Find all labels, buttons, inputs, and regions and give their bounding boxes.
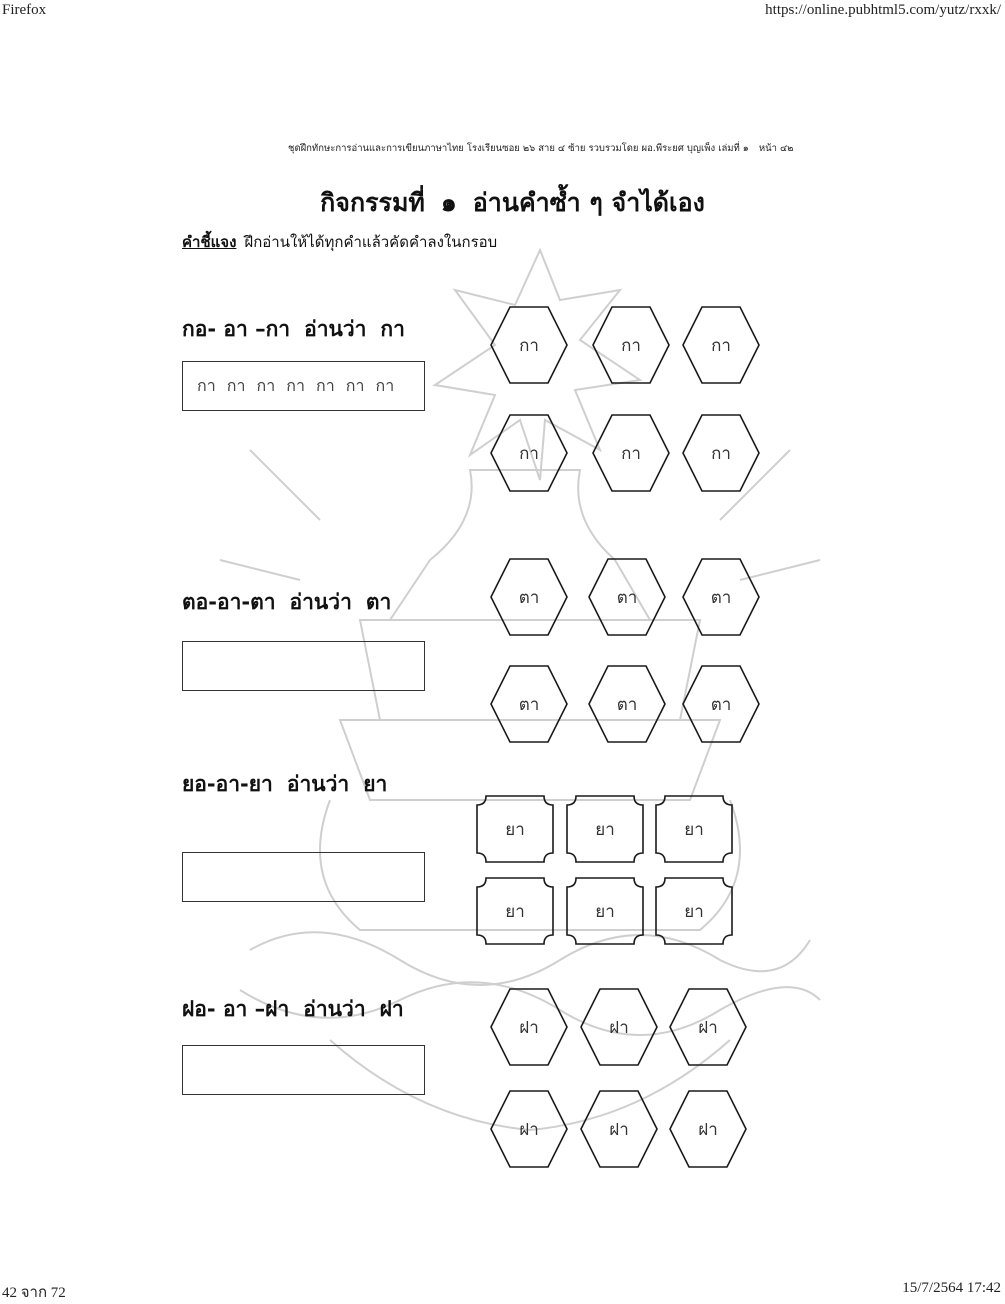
word-card xyxy=(589,666,665,742)
word-card xyxy=(683,415,759,491)
header-text: ชุดฝึกทักษะการอ่านและการเขียนภาษาไทย โรงเรียนซอย ๒๖ สาย ๔ ซ้าย รวบรวมโดย ผอ.พีระยศ บุญเพ็ง เล่มที่ ๑ xyxy=(288,143,749,154)
word-card xyxy=(670,1091,746,1167)
word-card xyxy=(491,989,567,1065)
word-card-text: ยา xyxy=(505,902,525,922)
word-card xyxy=(491,666,567,742)
word-card-text: ตา xyxy=(518,695,540,715)
title-text: อ่านคำซ้ำ ๆ จำได้เอง xyxy=(472,188,705,217)
word-card-text: กา xyxy=(711,336,731,356)
word-card-text: ยา xyxy=(595,820,615,840)
word-card-text: ฝา xyxy=(698,1018,718,1038)
browser-app-name: Firefox xyxy=(2,2,47,18)
page-number: หน้า ๔๒ xyxy=(758,143,794,154)
lesson-read-as: อ่านว่า xyxy=(289,590,352,614)
word-card-text: กา xyxy=(621,444,641,464)
page-indicator: 42 จาก 72 xyxy=(2,1285,66,1301)
lesson-word: กา xyxy=(380,317,405,341)
word-card xyxy=(683,307,759,383)
lesson-word: ตา xyxy=(365,590,392,614)
word-card xyxy=(593,307,669,383)
instruction-label: คำชี้แจง xyxy=(182,233,237,251)
word-card xyxy=(581,1091,657,1167)
lesson-spelling: ตอ-อา-ตา xyxy=(182,590,276,614)
word-card-text: ยา xyxy=(595,902,615,922)
word-card xyxy=(477,878,553,944)
lesson-word: ฝา xyxy=(379,997,404,1021)
word-card xyxy=(567,796,643,862)
lesson-read-as: อ่านว่า xyxy=(304,317,367,341)
word-card-text: กา xyxy=(519,444,539,464)
word-card xyxy=(581,989,657,1065)
print-datetime: 15/7/2564 17:42 xyxy=(902,1280,1001,1296)
word-card xyxy=(491,307,567,383)
instruction-text: ฝึกอ่านให้ได้ทุกคำแล้วคัดคำลงในกรอบ xyxy=(244,233,498,251)
word-card-text: กา xyxy=(519,336,539,356)
word-card-text: ตา xyxy=(710,695,732,715)
word-card xyxy=(491,1091,567,1167)
lesson-read-as: อ่านว่า xyxy=(303,997,366,1021)
lesson-spelling: ยอ-อา-ยา xyxy=(182,772,273,796)
word-card-text: ตา xyxy=(710,588,732,608)
word-card xyxy=(589,559,665,635)
word-card-text: กา xyxy=(711,444,731,464)
word-card-text: กา xyxy=(621,336,641,356)
word-card xyxy=(567,878,643,944)
lesson-read-as: อ่านว่า xyxy=(286,772,350,796)
word-card-text: ฝา xyxy=(519,1120,539,1140)
word-card xyxy=(491,559,567,635)
word-card-text: ตา xyxy=(616,588,638,608)
word-card xyxy=(656,796,732,862)
word-card-text: ฝา xyxy=(698,1120,718,1140)
lesson-spelling: ฝอ- อา –ฝา xyxy=(182,997,290,1021)
page-url[interactable]: https://online.pubhtml5.com/yutz/rxxk/ xyxy=(765,2,1001,18)
word-card xyxy=(477,796,553,862)
title-number: ๑ xyxy=(440,188,457,217)
word-card-text: ตา xyxy=(616,695,638,715)
lesson-word: ยา xyxy=(363,772,388,796)
word-card xyxy=(491,415,567,491)
word-card-text: ตา xyxy=(518,588,540,608)
word-card-text: ฝา xyxy=(609,1018,629,1038)
word-card xyxy=(670,989,746,1065)
word-card-text: ยา xyxy=(505,820,525,840)
answer-words: กา กา กา กา กา กา กา xyxy=(197,376,395,395)
word-card-text: ยา xyxy=(684,820,704,840)
word-card-text: ฝา xyxy=(519,1018,539,1038)
word-card xyxy=(683,559,759,635)
word-card xyxy=(683,666,759,742)
lesson-spelling: กอ- อา –กา xyxy=(182,317,291,341)
title-activity: กิจกรรมที่ xyxy=(320,188,425,217)
word-card-text: ฝา xyxy=(609,1120,629,1140)
word-card-text: ยา xyxy=(684,902,704,922)
word-card xyxy=(656,878,732,944)
word-card xyxy=(593,415,669,491)
